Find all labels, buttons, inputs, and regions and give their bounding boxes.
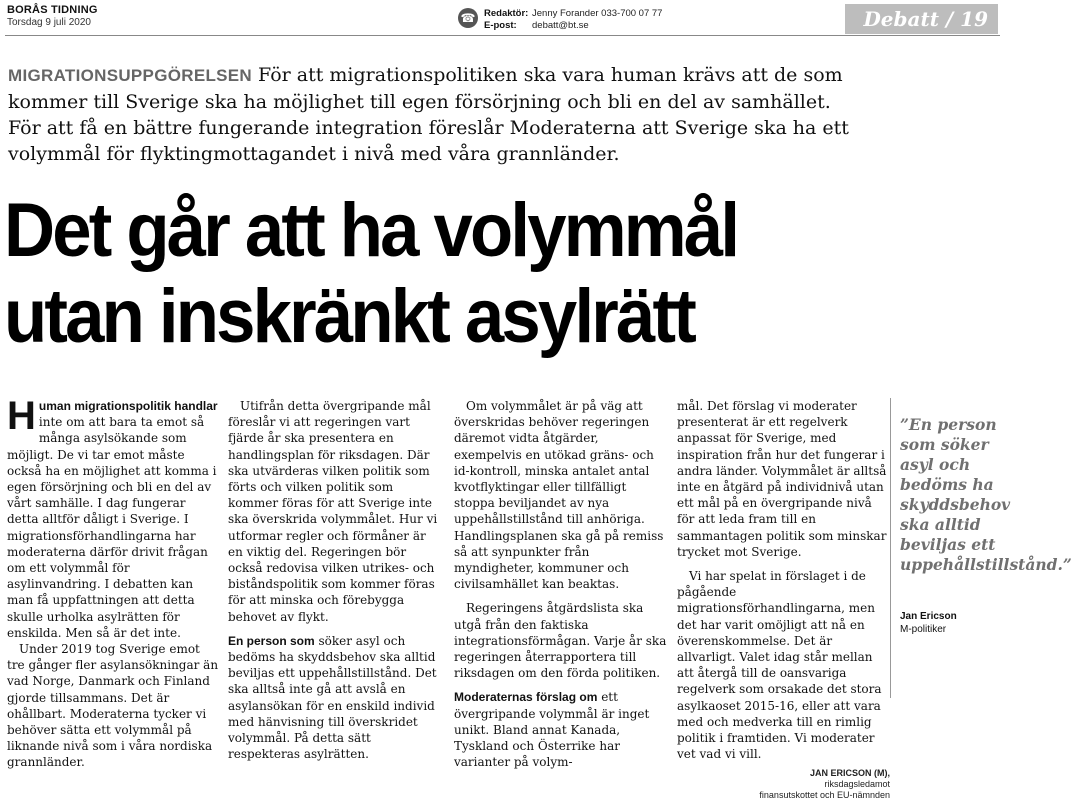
masthead — [7, 4, 98, 28]
paragraph: Under 2019 tog Sverige emot tre gånger fler asylansökningar än vad Norge, Danmark och Finland gjorde tillsammans. Det är ohållbart. Moderaterna tycker vi behöver sätta ett volymmål på liknande nivå som i våra nordiska grannländer. — [7, 642, 219, 770]
quote-author: Jan Ericson — [900, 611, 957, 622]
ingress — [8, 62, 858, 167]
subhead: Moderaternas förslag om — [454, 690, 598, 705]
subhead-paragraph — [228, 633, 441, 763]
drop-cap: H — [7, 394, 36, 438]
email-value: debatt@bt.se — [532, 20, 589, 31]
contact-labels — [484, 8, 528, 32]
author-signature — [677, 768, 890, 801]
page-header — [0, 0, 1005, 36]
editor-value: Jenny Forander 033-700 07 77 — [532, 8, 663, 19]
paragraph: inte om att bara ta emot så många asylsökande som möjligt. De vi tar emot måste också ha en möjlighet att komma i egen försörjning och bli en del av vårt samhälle. I dag fungerar detta alltför dåligt i Sverige. I migrationsförhandlingarna har moderaterna därför drivit frågan om ett volymmål för asylinvandring. I debatten kan man få uppfattningen att detta skulle urholka asylrätten för enskilda. Men så är det inte. — [7, 415, 217, 640]
newspaper-name: BORÅS TIDNING — [7, 4, 98, 16]
headline-line-2: utan inskränkt asylrätt — [4, 274, 695, 359]
paragraph: ett övergripande volymmål är inget unikt. Bland annat Kanada, Tyskland och Österrike har varianter på volym- — [454, 690, 650, 770]
header-divider — [5, 35, 1000, 36]
signature-role-2: finansutskottet och EU-nämnden — [759, 790, 890, 801]
pull-quote: ”En person som söker asyl och bedöms ha skyddsbehov ska alltid beviljas ett uppehållstillstånd.” — [900, 415, 1072, 574]
contact-values — [532, 8, 662, 32]
paragraph: Om volymmålet är på väg att överskridas behöver regeringen däremot vidta åtgärder, exempelvis en utökad gräns- och id-kontroll, minska antalet antal kvotflyktingar eller tillfälligt stoppa beviljandet av nya uppehållstillstånd till anhöriga. Handlingsplanen ska gå på remiss så att synpunkter från myndigheter, kommuner och civilsamhället kan beaktas. — [454, 399, 664, 592]
article-column-2 — [228, 398, 441, 762]
paragraph: Vi har spelat in förslaget i de pågående migrationsförhandlingarna, men det har varit omöjligt att nå en överenskommelse. Det är allvarligt. Valet idag står mellan att återgå till de oansvariga regelverk som orsakade det stora asylkaoset 2015-16, eller att vara med och medverka till en rimlig politik i framtiden. Vi moderater vet vad vi vill. — [677, 569, 882, 762]
paragraph: mål. Det förslag vi moderater presenterat är ett regelverk anpassat för Sverige, med inspiration från hur det fungerar i andra länder. Volymmålet är alltså inte en åtgärd på individnivå utan ett mål på en övergripande nivå för att leda fram till en sammantagen politik som minskar trycket mot Sverige. — [677, 399, 887, 559]
pull-quote-attribution — [900, 610, 957, 636]
signature-name: JAN ERICSON (M), — [809, 768, 890, 779]
paragraph: Utifrån detta övergripande mål föreslår vi att regeringen vart fjärde år ska presentera en handlingsplan för riksdagen. Där ska utvärderas vilken politik som förts och vilken politik som kommer föras för att Sverige inte ska överskrida volymmålet. Hur vi utformar regler och förmåner är en viktig del. Regeringen bör också redovisa vilken utrikes- och biståndspolitik som kommer föras för att minska och förebygga behovet av flykt. — [228, 399, 438, 624]
phone-icon: ☎ — [458, 8, 478, 28]
email-label: E-post: — [484, 20, 517, 31]
paragraph: söker asyl och bedöms ha skyddsbehov ska alltid beviljas ett uppehållstillstånd. Det ska alltså inte gå att avslå en asylansökan för en enskild individ med hänvisning till överskridet volymmål. På detta sätt respekteras asylrätten. — [228, 633, 437, 762]
lead-bold: uman migrationspolitik handlar — [38, 399, 218, 413]
article-column-1 — [7, 394, 220, 771]
lead-paragraph — [7, 394, 220, 641]
section-tag: Debatt / 19 — [845, 4, 998, 34]
signature-role: riksdagsledamot — [824, 779, 890, 790]
editor-label: Redaktör: — [484, 8, 529, 19]
subhead-paragraph — [454, 689, 667, 770]
ingress-text: För att migrationspolitiken ska vara human krävs att de som kommer till Sverige ska ha möjlighet till egen försörjning och bli en del av samhället. För att få en bättre fungerande integration föreslår Moderaterna att Sverige ska ha ett volymmål för flyktingmottagandet i nivå med våra grannländer. — [8, 64, 849, 165]
issue-date: Torsdag 9 juli 2020 — [7, 17, 91, 28]
headline-line-1: Det går att ha volymmål — [4, 188, 738, 273]
kicker: MIGRATIONSUPPGÖRELSEN — [8, 66, 253, 85]
pullquote-divider — [890, 398, 891, 698]
headline — [4, 188, 925, 360]
article-column-4 — [677, 398, 890, 801]
paragraph: Regeringens åtgärdslista ska utgå från den faktiska integrationsförmågan. Varje år ska regeringen återrapportera till riksdagen om den förda politiken. — [454, 601, 667, 681]
article-column-3 — [454, 398, 667, 770]
quote-author-role: M-politiker — [900, 624, 947, 635]
subhead: En person som — [228, 633, 315, 648]
